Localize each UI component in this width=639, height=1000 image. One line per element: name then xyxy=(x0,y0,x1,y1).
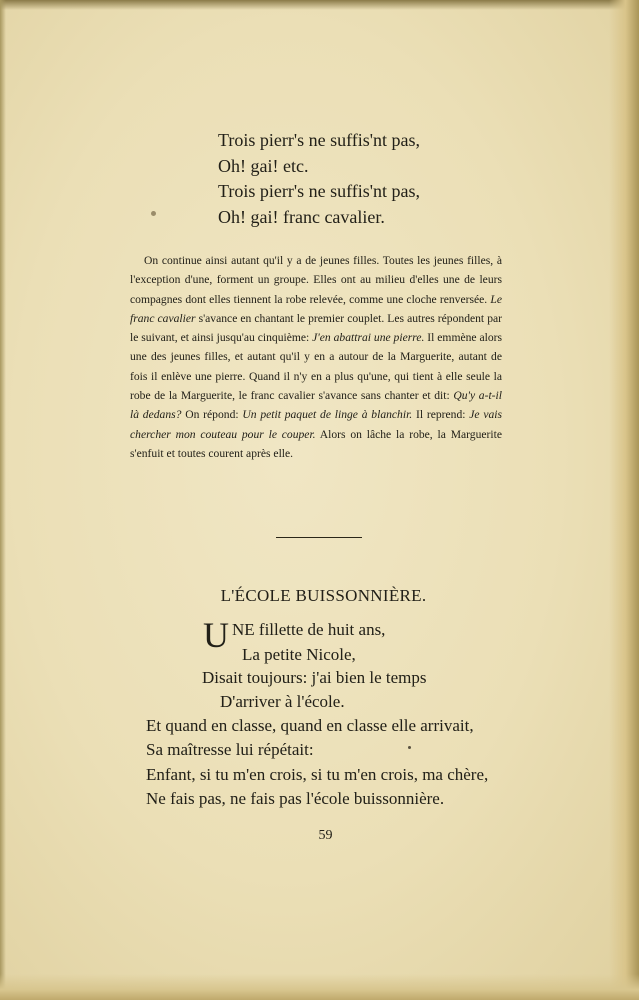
verse-line: Trois pierr's ne suffis'nt pas, xyxy=(218,181,420,201)
prose-text: Alors on lâche la robe, la Marguerite s'enfuit et toutes courent après elle. xyxy=(130,427,502,460)
ink-speck xyxy=(408,746,411,749)
page-top-edge xyxy=(0,0,639,10)
prose-italic: Un petit paquet de linge à blanchir. xyxy=(242,408,413,422)
page-number: 59 xyxy=(318,828,333,843)
song-title: L'ÉCOLE BUISSONNIÈRE. xyxy=(220,586,427,605)
prose-text: On continue ainsi autant qu'il y a de jeunes filles. Toutes les jeunes filles, à l'exception d'une, forment un groupe. Elles ont au milieu d'elles une de leurs compagnes dont elles tiennent la robe relevée, comme une cloche renversée. xyxy=(130,254,502,306)
ink-speck xyxy=(151,211,156,216)
prose-italic: J'en abattrai une pierre. xyxy=(312,331,425,345)
page-left-edge xyxy=(0,0,6,1000)
song-line: Ne fais pas, ne fais pas l'école buissonnière. xyxy=(146,789,445,808)
song-line: D'arriver à l'école. xyxy=(220,692,345,711)
section-divider xyxy=(276,537,362,538)
prose-text: On répond: xyxy=(181,408,243,422)
song-line: Sa maîtresse lui répétait: xyxy=(146,740,314,759)
song-line: NE fillette de huit ans, xyxy=(232,620,386,639)
verse-line: Trois pierr's ne suffis'nt pas, xyxy=(218,130,420,150)
verse-line: Oh! gai! etc. xyxy=(218,155,309,176)
prose-text: Il emmène alors une des jeunes filles, et autant qu'il y en a autour de la Marguerite, autant de fois il enlève une pierre. Quand il n'y en a plus qu'une, qui tient à elle seule la robe de la Marguerite, le franc cavalier s'avance sans chanter et dit: xyxy=(130,331,502,403)
page-bottom-edge xyxy=(0,974,639,1000)
prose-paragraph xyxy=(130,251,502,463)
prose-text: s'avance en chantant le premier couplet. Les autres répondent par le suivant, et ainsi jusqu'au cinquième: xyxy=(130,311,503,345)
song-line: La petite Nicole, xyxy=(242,645,356,664)
drop-cap: U xyxy=(203,615,229,655)
page-right-edge xyxy=(609,0,639,1000)
song-line: Enfant, si tu m'en crois, si tu m'en crois, ma chère, xyxy=(146,765,489,784)
song-line: Disait toujours: j'ai bien le temps xyxy=(202,668,427,687)
song-line: Et quand en classe, quand en classe elle arrivait, xyxy=(146,716,474,735)
prose-italic: Qu'y a-t-il là dedans? xyxy=(130,389,502,422)
prose-text: Il reprend: xyxy=(412,408,470,422)
verse-top xyxy=(218,128,420,230)
prose-italic: Je vais chercher mon couteau pour le couper. xyxy=(130,408,502,441)
prose-italic: Le franc cavalier xyxy=(130,292,502,325)
verse-line: Oh! gai! franc cavalier. xyxy=(218,206,385,227)
